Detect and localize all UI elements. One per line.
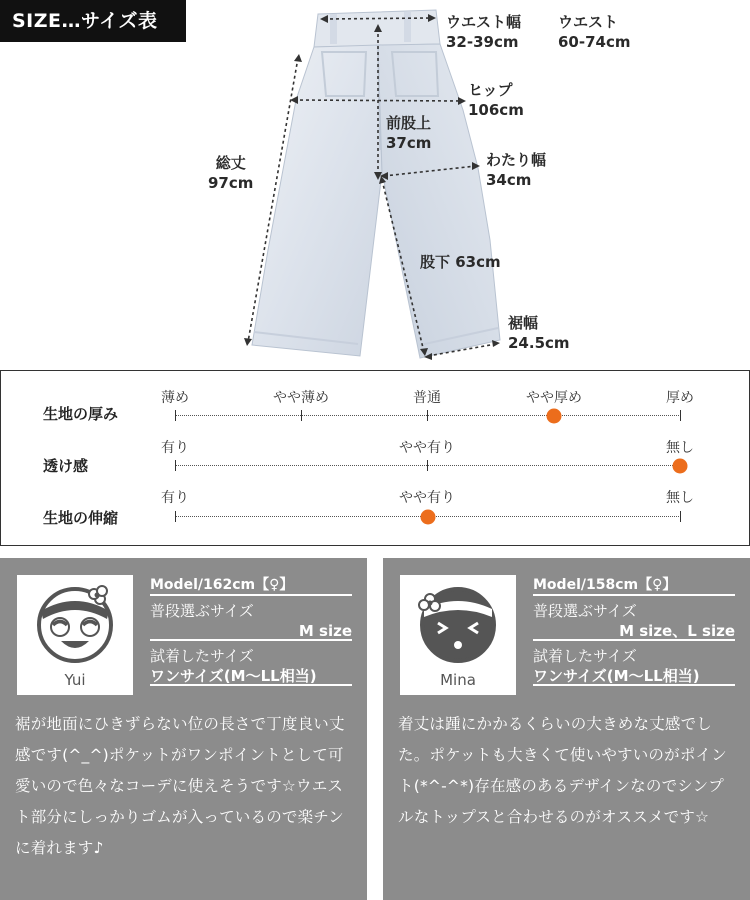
level-marker	[673, 459, 688, 474]
scale-label: やや有り	[399, 490, 455, 506]
level-marker	[420, 510, 435, 525]
scale-label: 無し	[666, 490, 694, 506]
model-height: Model/158cm【♀】	[533, 574, 735, 596]
model-card-mina	[383, 558, 750, 900]
fabric-row-title: 透け感	[43, 457, 89, 475]
scale-tick	[175, 410, 176, 421]
smiling-face-icon	[17, 575, 133, 675]
scale-tick	[175, 511, 176, 522]
scale-tick	[175, 460, 176, 471]
waist-width-measure: ウエスト幅 32-39cm	[446, 13, 522, 51]
model-review: 着丈は踵にかかるくらいの大きめな丈感でした。ポケットも大きくて使いやすいのがポイント(*^-^*)存在感のあるデザインなのでシンプルなトップスと合わせるのがオススメです☆	[398, 715, 727, 826]
model-name: Mina	[440, 671, 476, 689]
scale-label: 有り	[161, 440, 189, 456]
inseam-measure: 股下 63cm	[420, 253, 501, 271]
model-info	[150, 574, 352, 686]
winking-face-icon	[400, 575, 516, 675]
scale-label: やや有り	[399, 440, 455, 456]
hip-measure: ヒップ 106cm	[468, 81, 524, 119]
size-diagram	[0, 0, 750, 368]
usual-size-value: M size、L size	[533, 621, 735, 641]
front-rise-measure: 前股上 37cm	[386, 114, 432, 152]
hem-width-measure: 裾幅 24.5cm	[508, 314, 570, 352]
scale-label: やや厚め	[526, 390, 582, 406]
level-marker	[546, 409, 561, 424]
tried-size-label: 試着したサイズ	[533, 647, 637, 665]
scale-tick	[301, 410, 302, 421]
fabric-row-title: 生地の伸縮	[43, 509, 119, 527]
scale-line	[175, 465, 681, 466]
scale-tick	[680, 410, 681, 421]
model-review: 裾が地面にひきずらない位の長さで丁度良い丈感です(^_^)ポケットがワンポイントとして可愛いので色々なコーデに使えそうです☆ウエスト部分にしっかりゴムが入っているので楽チンに着れます♪	[15, 715, 345, 857]
pants-illustration	[0, 0, 750, 368]
scale-label: 普通	[413, 390, 441, 406]
model-info	[533, 574, 735, 686]
thigh-width-measure: わたり幅 34cm	[486, 151, 547, 189]
scale-label: やや薄め	[273, 390, 329, 406]
scale-tick	[680, 511, 681, 522]
fabric-row-transparency	[1, 435, 750, 485]
avatar	[400, 575, 516, 695]
tried-size-value: ワンサイズ(M〜LL相当)	[533, 666, 735, 686]
scale-label: 無し	[666, 440, 694, 456]
fabric-properties-panel	[0, 370, 750, 546]
scale-label: 有り	[161, 490, 189, 506]
model-height: Model/162cm【♀】	[150, 574, 352, 596]
usual-size-label: 普段選ぶサイズ	[150, 602, 254, 620]
fabric-row-thickness	[1, 385, 750, 435]
scale-line	[175, 415, 681, 416]
usual-size-value: M size	[150, 621, 352, 641]
model-card-yui	[0, 558, 367, 900]
total-length-measure: 総丈 97cm	[208, 154, 254, 192]
scale-tick	[427, 410, 428, 421]
model-name: Yui	[64, 671, 86, 689]
scale-label: 薄め	[161, 390, 189, 406]
scale-label: 厚め	[666, 390, 694, 406]
scale-tick	[427, 460, 428, 471]
usual-size-label: 普段選ぶサイズ	[533, 602, 637, 620]
tried-size-label: 試着したサイズ	[150, 647, 254, 665]
fabric-row-stretch	[1, 485, 750, 535]
fabric-row-title: 生地の厚み	[43, 405, 119, 423]
avatar	[17, 575, 133, 695]
tried-size-value: ワンサイズ(M〜LL相当)	[150, 666, 352, 686]
size-chart-tag: SIZE…サイズ表	[0, 0, 186, 42]
waist-measure: ウエスト 60-74cm	[558, 13, 631, 51]
